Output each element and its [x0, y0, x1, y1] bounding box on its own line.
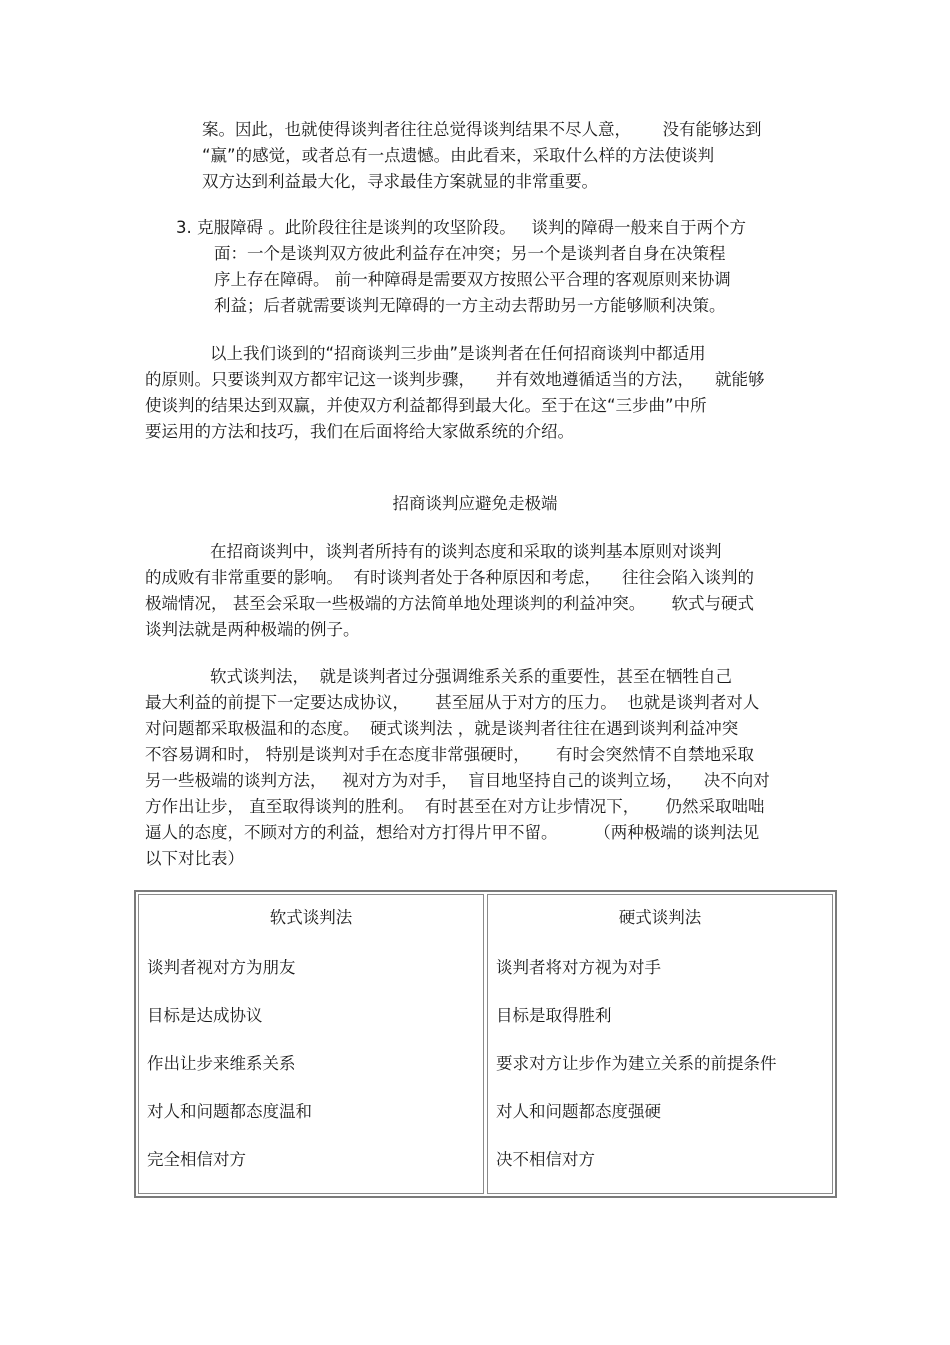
text-line: 以下对比表） — [145, 849, 244, 868]
text-line: 面：一个是谈判双方彼此利益存在冲突；另一个是谈判者自身在决策程 — [214, 244, 726, 263]
text-line: 的成败有非常重要的影响。 有时谈判者处于各种原因和考虑， 往往会陷入谈判的 — [145, 568, 754, 587]
text-line: 方作出让步， 直至取得谈判的胜利。 有时甚至在对方让步情况下， 仍然采取咄咄 — [145, 797, 765, 816]
section-title: 招商谈判应避免走极端 — [392, 494, 558, 513]
table-cell: 决不相信对方 — [496, 1150, 595, 1169]
text-line: 利益；后者就需要谈判无障碍的一方主动去帮助另一方能够顺利决策。 — [214, 296, 726, 315]
table-cell: 谈判者视对方为朋友 — [147, 958, 296, 977]
text-line: 要运用的方法和技巧，我们在后面将给大家做系统的介绍。 — [145, 422, 574, 441]
table-cell: 作出让步来维系关系 — [147, 1054, 296, 1073]
table-cell: 谈判者将对方视为对手 — [496, 958, 661, 977]
table-cell: 要求对方让步作为建立关系的前提条件 — [496, 1054, 777, 1073]
text-line: 3. 克服障碍 。此阶段往往是谈判的攻坚阶段。 谈判的障碍一般来自于两个方 — [176, 218, 746, 237]
text-line: 极端情况， 甚至会采取一些极端的方法简单地处理谈判的利益冲突。 软式与硬式 — [145, 594, 754, 613]
text-line: 对问题都采取极温和的态度。 硬式谈判法 ，就是谈判者往往在遇到谈判利益冲突 — [145, 719, 739, 738]
text-line: 谈判法就是两种极端的例子。 — [145, 620, 360, 639]
text-line: “赢”的感觉，或者总有一点遗憾。由此看来，采取什么样的方法使谈判 — [202, 146, 715, 165]
text-line: 案。因此，也就使得谈判者往往总觉得谈判结果不尽人意， 没有能够达到 — [202, 120, 762, 139]
comparison-table — [134, 890, 837, 1198]
table-column-hard — [487, 894, 833, 1194]
text-line: 最大利益的前提下一定要达成协议， 甚至屈从于对方的压力。 也就是谈判者对人 — [145, 693, 760, 712]
text-line: 不容易调和时， 特别是谈判对手在态度非常强硬时， 有时会突然情不自禁地采取 — [145, 745, 754, 764]
text-line: 双方达到利益最大化，寻求最佳方案就显的非常重要。 — [202, 172, 598, 191]
text-line: 的原则。只要谈判双方都牢记这一谈判步骤， 并有效地遵循适当的方法， 就能够 — [145, 370, 765, 389]
table-cell: 完全相信对方 — [147, 1150, 246, 1169]
text-line: 逼人的态度，不顾对方的利益，想给对方打得片甲不留。 （两种极端的谈判法见 — [145, 823, 760, 842]
text-line: 使谈判的结果达到双赢，并使双方利益都得到最大化。至于在这“三步曲”中所 — [145, 396, 707, 415]
table-cell: 目标是达成协议 — [147, 1006, 263, 1025]
text-line: 软式谈判法， 就是谈判者过分强调维系关系的重要性，甚至在牺牲自己 — [210, 667, 732, 686]
table-header-soft: 软式谈判法 — [269, 908, 353, 927]
text-line: 另一些极端的谈判方法， 视对方为对手， 盲目地坚持自己的谈判立场， 决不向对 — [145, 771, 770, 790]
table-column-soft — [138, 894, 484, 1194]
text-line: 在招商谈判中，谈判者所持有的谈判态度和采取的谈判基本原则对谈判 — [210, 542, 722, 561]
text-line: 序上存在障碍。 前一种障碍是需要双方按照公平合理的客观原则来协调 — [214, 270, 731, 289]
table-cell: 对人和问题都态度强硬 — [496, 1102, 661, 1121]
table-cell: 目标是取得胜利 — [496, 1006, 612, 1025]
table-header-hard: 硬式谈判法 — [618, 908, 702, 927]
text-line: 以上我们谈到的“招商谈判三步曲”是谈判者在任何招商谈判中都适用 — [210, 344, 706, 363]
table-cell: 对人和问题都态度温和 — [147, 1102, 312, 1121]
